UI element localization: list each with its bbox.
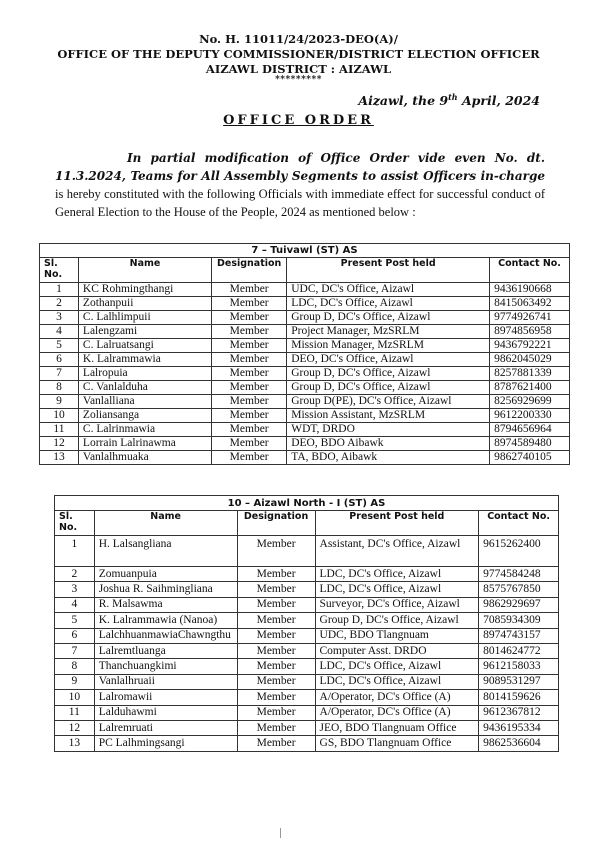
cell-post: DEO, BDO Aibawk [287, 437, 490, 451]
cell-post: UDC, DC's Office, Aizawl [287, 283, 490, 297]
page-title [0, 113, 597, 128]
date-suffix: April, 2024 [457, 93, 540, 109]
cell-name: C. Lalhlimpuii [78, 311, 211, 325]
col-designation: Designation [237, 511, 315, 536]
district-name: AIZAWL DISTRICT : AIZAWL [205, 62, 392, 76]
cell-post: UDC, BDO Tlangnuam [315, 628, 479, 643]
cell-contact: 8974589480 [490, 437, 570, 451]
cell-sl: 6 [55, 628, 95, 643]
table-row [40, 353, 570, 367]
col-name: Name [94, 511, 237, 536]
cell-name: Zomuanpuia [94, 567, 237, 582]
col-post: Present Post held [287, 258, 490, 283]
table-row [40, 311, 570, 325]
cell-sl: 3 [40, 311, 79, 325]
col-post: Present Post held [315, 511, 479, 536]
cell-sl: 3 [55, 582, 95, 597]
cell-name: C. Lalruatsangi [78, 339, 211, 353]
table-row [55, 536, 559, 567]
date-prefix: Aizawl, the 9 [358, 93, 449, 109]
cell-name: Thanchuangkimi [94, 659, 237, 674]
cell-name: KC Rohmingthangi [78, 283, 211, 297]
cell-sl: 10 [40, 409, 79, 423]
cell-contact: 8014159626 [479, 690, 559, 705]
cell-contact: 9612200330 [490, 409, 570, 423]
cell-name: Vanlalliana [78, 395, 211, 409]
cell-designation: Member [212, 381, 287, 395]
cell-post: A/Operator, DC's Office (A) [315, 690, 479, 705]
table-row [40, 451, 570, 465]
cell-name: Lalduhawmi [94, 705, 237, 720]
order-number: No. H. 11011/24/2023-DEO(A)/ [199, 32, 398, 46]
table-row [40, 367, 570, 381]
cell-designation: Member [237, 720, 315, 735]
cell-name: Lalropuia [78, 367, 211, 381]
cell-contact: 9612367812 [479, 705, 559, 720]
cell-sl: 5 [55, 613, 95, 628]
cell-designation: Member [212, 437, 287, 451]
cell-contact: 9089531297 [479, 674, 559, 689]
office-name: OFFICE OF THE DEPUTY COMMISSIONER/DISTRICT ELECTION OFFICER [57, 47, 540, 61]
cell-designation: Member [237, 597, 315, 612]
cell-designation: Member [212, 297, 287, 311]
col-contact: Contact No. [479, 511, 559, 536]
cell-post: Group D, DC's Office, Aizawl [287, 311, 490, 325]
order-date [358, 92, 540, 108]
table-row [55, 705, 559, 720]
table-body [40, 283, 570, 465]
table-row [55, 582, 559, 597]
table-row [40, 423, 570, 437]
cell-post: Group D, DC's Office, Aizawl [287, 381, 490, 395]
cell-contact: 9436190668 [490, 283, 570, 297]
cell-name: Joshua R. Saihmingliana [94, 582, 237, 597]
cell-sl: 4 [55, 597, 95, 612]
cell-post: LDC, DC's Office, Aizawl [315, 674, 479, 689]
col-sl: Sl. No. [55, 511, 95, 536]
cell-post: DEO, DC's Office, Aizawl [287, 353, 490, 367]
cell-name: H. Lalsangliana [94, 536, 237, 567]
cell-designation: Member [212, 423, 287, 437]
cell-designation: Member [237, 659, 315, 674]
table-body [55, 536, 559, 752]
cell-designation: Member [212, 367, 287, 381]
cell-name: Vanlalhruaii [94, 674, 237, 689]
team-table-tuivawl [39, 243, 570, 465]
cell-contact: 9862740105 [490, 451, 570, 465]
cell-post: Group D, DC's Office, Aizawl [315, 613, 479, 628]
cell-designation: Member [237, 643, 315, 658]
cell-name: K. Lalrammawia (Nanoa) [94, 613, 237, 628]
cell-designation: Member [212, 283, 287, 297]
cell-name: Zoliansanga [78, 409, 211, 423]
cell-sl: 1 [55, 536, 95, 567]
intro-rest: is hereby constituted with the following Officials with immediate effect for successful conduct of General Election to the House of the People, 2024 as mentioned below : [55, 187, 545, 219]
team-table-aizawl-north [54, 495, 559, 752]
cell-designation: Member [212, 353, 287, 367]
cell-contact: 8974743157 [479, 628, 559, 643]
cell-sl: 12 [40, 437, 79, 451]
cell-sl: 5 [40, 339, 79, 353]
cell-contact: 9774926741 [490, 311, 570, 325]
cell-sl: 13 [40, 451, 79, 465]
cell-contact: 7085934309 [479, 613, 559, 628]
cell-contact: 8014624772 [479, 643, 559, 658]
cell-post: Surveyor, DC's Office, Aizawl [315, 597, 479, 612]
col-sl: Sl. No. [40, 258, 79, 283]
cell-name: Lalremtluanga [94, 643, 237, 658]
cell-contact: 8256929699 [490, 395, 570, 409]
table-row [40, 381, 570, 395]
table-row [40, 325, 570, 339]
table-row [55, 613, 559, 628]
cell-post: Project Manager, MzSRLM [287, 325, 490, 339]
cell-name: Lalremruati [94, 720, 237, 735]
cell-contact: 9615262400 [479, 536, 559, 567]
table-row [40, 395, 570, 409]
table-row [55, 628, 559, 643]
cell-contact: 9436792221 [490, 339, 570, 353]
table-row [40, 437, 570, 451]
cell-sl: 6 [40, 353, 79, 367]
cell-sl: 8 [55, 659, 95, 674]
cell-post: WDT, DRDO [287, 423, 490, 437]
cell-designation: Member [212, 409, 287, 423]
cell-sl: 10 [55, 690, 95, 705]
intro-emphasis: In partial modification of Office Order vide even No. dt. 11.3.2024, Teams for All Assembly Segments to assist Officers in-charge [55, 151, 545, 183]
cell-name: Lalromawii [94, 690, 237, 705]
cell-sl: 9 [40, 395, 79, 409]
cell-sl: 9 [55, 674, 95, 689]
cell-contact: 8257881339 [490, 367, 570, 381]
cell-designation: Member [212, 325, 287, 339]
table-row [40, 283, 570, 297]
cell-name: Lalengzami [78, 325, 211, 339]
cell-post: Mission Assistant, MzSRLM [287, 409, 490, 423]
cell-contact: 8787621400 [490, 381, 570, 395]
cell-post: Group D(PE), DC's Office, Aizawl [287, 395, 490, 409]
cell-designation: Member [237, 582, 315, 597]
page-edge-mark [280, 828, 281, 838]
cell-designation: Member [237, 674, 315, 689]
table-title: 10 – Aizawl North - I (ST) AS [55, 496, 559, 511]
cell-post: TA, BDO, Aibawk [287, 451, 490, 465]
cell-designation: Member [212, 311, 287, 325]
cell-name: LalchhuanmawiaChawngthu [94, 628, 237, 643]
cell-name: C. Lalrinmawia [78, 423, 211, 437]
cell-designation: Member [237, 690, 315, 705]
cell-designation: Member [237, 628, 315, 643]
cell-post: LDC, DC's Office, Aizawl [287, 297, 490, 311]
cell-designation: Member [237, 567, 315, 582]
page-title-text: OFFICE ORDER [223, 113, 374, 128]
cell-name: R. Malsawma [94, 597, 237, 612]
cell-contact: 9436195334 [479, 720, 559, 735]
table-row [55, 567, 559, 582]
cell-contact: 9862536604 [479, 736, 559, 751]
cell-name: Vanlalhmuaka [78, 451, 211, 465]
table-row [55, 597, 559, 612]
cell-sl: 1 [40, 283, 79, 297]
cell-post: Mission Manager, MzSRLM [287, 339, 490, 353]
cell-designation: Member [212, 339, 287, 353]
cell-contact: 8974856958 [490, 325, 570, 339]
cell-contact: 8575767850 [479, 582, 559, 597]
col-contact: Contact No. [490, 258, 570, 283]
cell-sl: 8 [40, 381, 79, 395]
cell-sl: 2 [40, 297, 79, 311]
cell-name: Lorrain Lalrinawma [78, 437, 211, 451]
cell-sl: 11 [40, 423, 79, 437]
header-stars: ********* [275, 75, 322, 85]
cell-contact: 9612158033 [479, 659, 559, 674]
cell-contact: 9862045029 [490, 353, 570, 367]
cell-designation: Member [237, 536, 315, 567]
cell-designation: Member [237, 613, 315, 628]
cell-post: Assistant, DC's Office, Aizawl [315, 536, 479, 567]
cell-post: LDC, DC's Office, Aizawl [315, 567, 479, 582]
date-sup: th [448, 92, 458, 102]
cell-sl: 7 [40, 367, 79, 381]
cell-designation: Member [212, 395, 287, 409]
cell-post: Computer Asst. DRDO [315, 643, 479, 658]
table-row [55, 736, 559, 751]
table-row [55, 674, 559, 689]
table-row [40, 339, 570, 353]
table-row [55, 659, 559, 674]
cell-name: PC Lalhmingsangi [94, 736, 237, 751]
cell-contact: 9862929697 [479, 597, 559, 612]
cell-sl: 2 [55, 567, 95, 582]
cell-sl: 4 [40, 325, 79, 339]
cell-designation: Member [212, 451, 287, 465]
cell-post: GS, BDO Tlangnuam Office [315, 736, 479, 751]
table-row [55, 690, 559, 705]
cell-sl: 13 [55, 736, 95, 751]
cell-designation: Member [237, 705, 315, 720]
table-title: 7 – Tuivawl (ST) AS [40, 244, 570, 258]
table-row [40, 409, 570, 423]
table-row [55, 720, 559, 735]
cell-sl: 12 [55, 720, 95, 735]
cell-designation: Member [237, 736, 315, 751]
cell-contact: 9774584248 [479, 567, 559, 582]
cell-sl: 7 [55, 643, 95, 658]
table-row [55, 643, 559, 658]
cell-post: Group D, DC's Office, Aizawl [287, 367, 490, 381]
table-row [40, 297, 570, 311]
cell-post: JEO, BDO Tlangnuam Office [315, 720, 479, 735]
cell-post: LDC, DC's Office, Aizawl [315, 659, 479, 674]
col-designation: Designation [212, 258, 287, 283]
cell-name: K. Lalrammawia [78, 353, 211, 367]
cell-post: LDC, DC's Office, Aizawl [315, 582, 479, 597]
cell-contact: 8794656964 [490, 423, 570, 437]
cell-name: C. Vanlalduha [78, 381, 211, 395]
cell-contact: 8415063492 [490, 297, 570, 311]
cell-name: Zothanpuii [78, 297, 211, 311]
cell-sl: 11 [55, 705, 95, 720]
intro-paragraph [55, 149, 545, 221]
col-name: Name [78, 258, 211, 283]
cell-post: A/Operator, DC's Office (A) [315, 705, 479, 720]
